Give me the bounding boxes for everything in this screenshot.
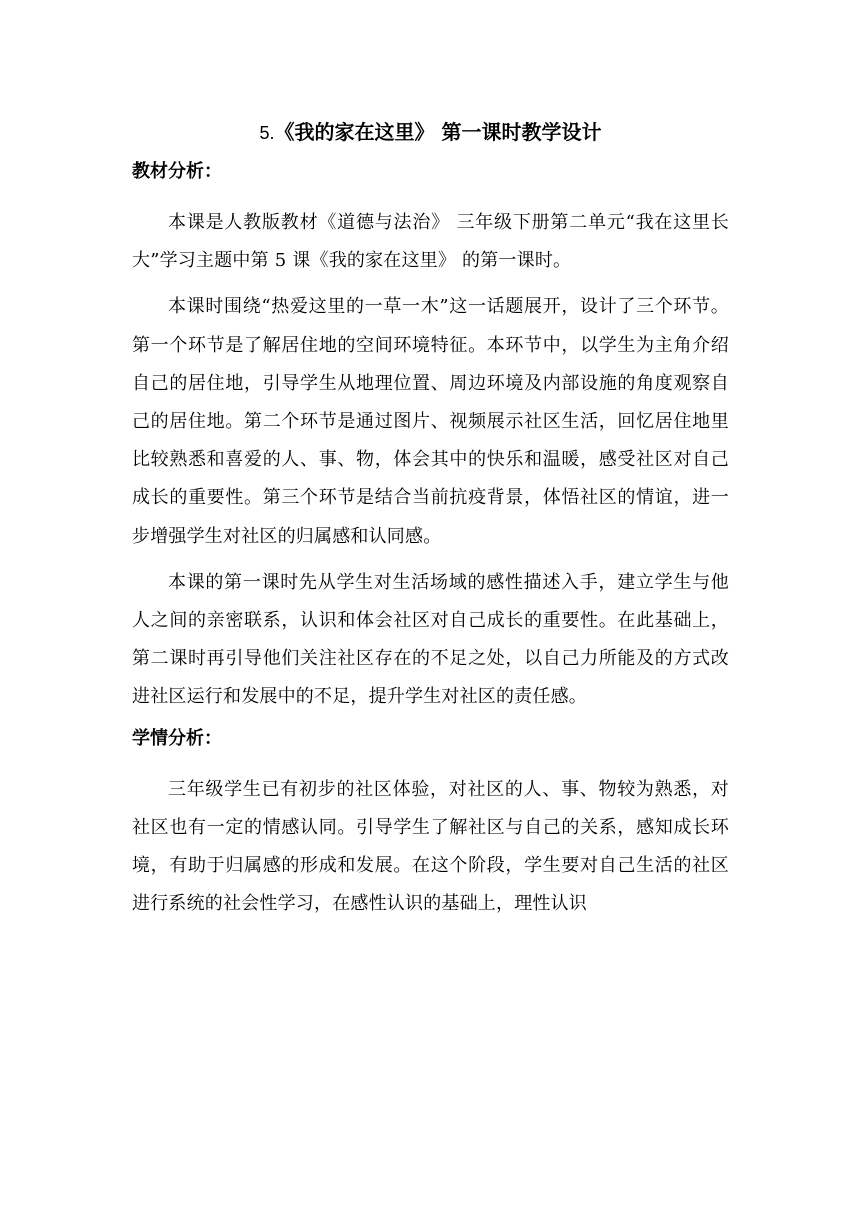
section-heading-textbook-analysis: 教材分析： [132,161,222,182]
paragraph: 本课是人教版教材《道德与法治》 三年级下册第二单元“我在这里长大”学习主题中第 5 课《我的家在这里》 的第一课时。 [132,212,729,272]
title-text: 《我的家在这里》 第一课时教学设计 [274,120,602,144]
paragraph: 三年级学生已有初步的社区体验，对社区的人、事、物较为熟悉，对社区也有一定的情感认同。引导学生了解社区与自己的关系，感知成长环境，有助于归属感的形成和发展。在这个阶段，学生要对自己生活的社区进行系统的社会性学习，在感性认识的基础上，理性认识 [132,778,729,915]
paragraph: 本课时围绕“热爱这里的一草一木”这一话题展开，设计了三个环节。第一个环节是了解居住地的空间环境特征。本环节中，以学生为主角介绍自己的居住地，引导学生从地理位置、周边环境及内部设施的角度观察自己的居住地。第二个环节是通过图片、视频展示社区生活，回忆居住地里比较熟悉和喜爱的人、事、物，体会其中的快乐和温暖，感受社区对自己成长的重要性。第三个环节是结合当前抗疫背景，体悟社区的情谊，进一步增强学生对社区的归属感和认同感。 [132,296,729,547]
page-title [132,114,729,150]
paragraph: 本课的第一课时先从学生对生活场域的感性描述入手，建立学生与他人之间的亲密联系，认识和体会社区对自己成长的重要性。在此基础上，第二课时再引导他们关注社区存在的不足之处，以自己力所能及的方式改进社区运行和发展中的不足，提升学生对社区的责任感。 [132,571,729,708]
section-heading-student-analysis: 学情分析： [132,727,222,749]
title-number: 5. [259,123,275,143]
document-body [132,114,729,931]
